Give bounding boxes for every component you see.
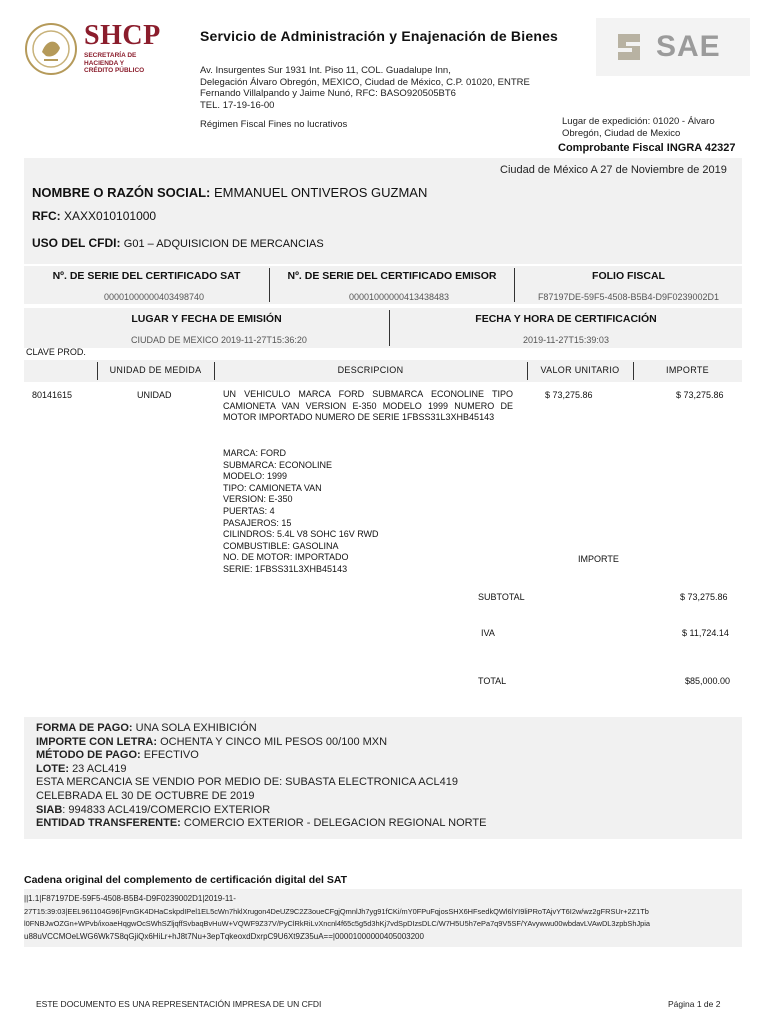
iva-label: IVA [481,628,495,638]
folio-fiscal-label: FOLIO FISCAL [592,270,665,282]
sae-logo [596,18,750,76]
item-clave: 80141615 [32,390,73,400]
unidad-medida-header: UNIDAD DE MEDIDA [109,365,202,375]
nombre-value: EMMANUEL ONTIVEROS GUZMAN [214,185,428,200]
comprobante-fiscal: Comprobante Fiscal INGRA 42327 [558,142,736,154]
iva-value: $ 11,724.14 [682,628,729,638]
clave-prod-header: CLAVE PROD. [26,347,86,357]
fecha-certificacion-label: FECHA Y HORA DE CERTIFICACIÓN [475,313,657,325]
importe-header: IMPORTE [666,365,709,375]
valor-unitario-header: VALOR UNITARIO [540,365,620,375]
metodo-pago-line: MÉTODO DE PAGO: EFECTIVO [36,749,199,762]
issuer-title: Servicio de Administración y Enajenación de Bienes [200,28,559,44]
importe-letra-line: IMPORTE CON LETRA: OCHENTA Y CINCO MIL PESOS 00/100 MXN [36,735,388,748]
lugar-emision-label: LUGAR Y FECHA DE EMISIÓN [131,313,282,325]
sae-wordmark: SAE [656,30,721,63]
folio-fiscal-value: F87197DE-59F5-4508-B5B4-D9F0239002D1 [537,292,720,302]
subtotal-label: SUBTOTAL [478,592,525,602]
issuer-address: Av. Insurgentes Sur 1931 Int. Piso 11, COL. Guadalupe Inn, Delegación Álvaro Obregón, MEXICO, Ciudad de México, C.P. 01020, ENTRE Fernando Villalpando y Jaime Nunó, RFC: BASO920505BT6 TEL. 17-19-16-00 [200,65,530,111]
total-label: TOTAL [478,676,507,686]
footer-note: ESTE DOCUMENTO ES UNA REPRESENTACIÓN IMPRESA DE UN CFDI [36,999,322,1009]
item-details: MARCA: FORD SUBMARCA: ECONOLINE MODELO: 1999 TIPO: CAMIONETA VAN VERSION: E-350 PUERTAS: 4 PASAJEROS: 15 CILINDROS: 5.4L V8 SOHC 16V RWD COMBUSTIBLE: GASOLINA NO. DE MOTOR: IMPORTADO SERIE: 1FBSS31L3XHB45143 [223,448,379,574]
item-importe: $ 73,275.86 [676,390,724,400]
subtotal-value: $ 73,275.86 [680,592,728,602]
cadena-text: ||1.1|F87197DE-59F5-4508-B5B4-D9F0239002D1|2019-11- 27T15:39:03|EEL961104G96|FvnGK4DHaCskpdIPel1EL5cWn7hklXrugon4DeUZ9C2Z3oueCFgjQmnlJh7yg91fCKi/mY0FPuFqjosSHX6HFsedkQWl6lYI9liPRoTAjvYT6I2w/wz2gFRSUr+2Z1Tb l0FNBJwOZGn+WPvb/ixoaeHqgwOcSWhSZljqffSvbaqBvHuW+VQWF9Z37V/PyClRkRiLvXncnl4f65c5g5d3hKj7vdSpDIzsDLC/W7H5U5h7ePa7q9V5SF/YAvywwu00wbdavLVAwDL3zpbShJpia u88uVCCMOeLWG6Wk7S8qGjiQx6HiLr+hJ8t7Nu+3epTqkeoxdDxrpC9U6Xt9Z35uA==|00001000000405003200 [24,894,651,941]
forma-pago-line: FORMA DE PAGO: UNA SOLA EXHIBICIÓN [36,722,257,734]
entidad-line: ENTIDAD TRANSFERENTE: COMERCIO EXTERIOR - DELEGACION REGIONAL NORTE [36,817,487,830]
fecha-certificacion-value: 2019-11-27T15:39:03 [523,335,609,345]
lugar-emision-value: CIUDAD DE MEXICO 2019-11-27T15:36:20 [131,335,307,345]
item-valor-unitario: $ 73,275.86 [545,390,593,400]
lote-line: LOTE: 23 ACL419 [36,762,127,775]
uso-cfdi-label: USO DEL CFDI: [32,236,121,250]
rfc-value: XAXX010101000 [64,209,157,223]
shcp-logo [24,20,174,78]
cert-emisor-value: 00001000000413438483 [348,292,450,302]
rfc-label: RFC: [32,209,61,223]
page-number: Página 1 de 2 [668,999,721,1009]
subasta-line: ESTA MERCANCIA SE VENDIO POR MEDIO DE: SUBASTA ELECTRONICA ACL419 [36,776,458,789]
cert-sat-value: 00001000000403498740 [103,292,205,302]
lugar-expedicion: Lugar de expedición: 01020 - Álvaro Obregón, Ciudad de Mexico [562,116,715,139]
uso-cfdi-line [32,236,324,250]
cert-sat-label: Nº. DE SERIE DEL CERTIFICADO SAT [52,270,241,282]
cert-emisor-label: Nº. DE SERIE DEL CERTIFICADO EMISOR [287,270,497,282]
sae-mark-icon [614,30,648,64]
uso-cfdi-value: G01 – ADQUISICION DE MERCANCIAS [123,238,324,250]
shcp-wordmark: SHCP [84,20,161,51]
siab-line: SIAB: 994833 ACL419/COMERCIO EXTERIOR [36,803,271,816]
total-value: $85,000.00 [685,676,731,686]
regimen-fiscal: Régimen Fiscal Fines no lucrativos [200,119,348,130]
item-description: UN VEHICULO MARCA FORD SUBMARCA ECONOLINE TIPO CAMIONETA VAN VERSION E-350 MODELO 1999 NUMERO DE MOTOR IMPORTADO NUMERO DE SERIE 1FBSS31L3XHB45143 [223,389,513,423]
nombre-label: NOMBRE O RAZÓN SOCIAL: [32,185,211,200]
shcp-subtitle: SECRETARÍA DE HACIENDA Y CRÉDITO PÚBLICO [84,52,145,74]
nombre-line [32,185,427,200]
payment-info [36,722,736,831]
importe-label: IMPORTE [578,554,619,564]
mexico-seal-icon [24,22,78,76]
cadena-title: Cadena original del complemento de certificación digital del SAT [24,874,348,886]
celebrada-line: CELEBRADA EL 30 DE OCTUBRE DE 2019 [36,789,255,802]
rfc-line [32,209,156,223]
item-unidad: UNIDAD [137,390,172,400]
issue-date: Ciudad de México A 27 de Noviembre de 2019 [500,164,727,176]
descripcion-header: DESCRIPCION [337,365,404,375]
